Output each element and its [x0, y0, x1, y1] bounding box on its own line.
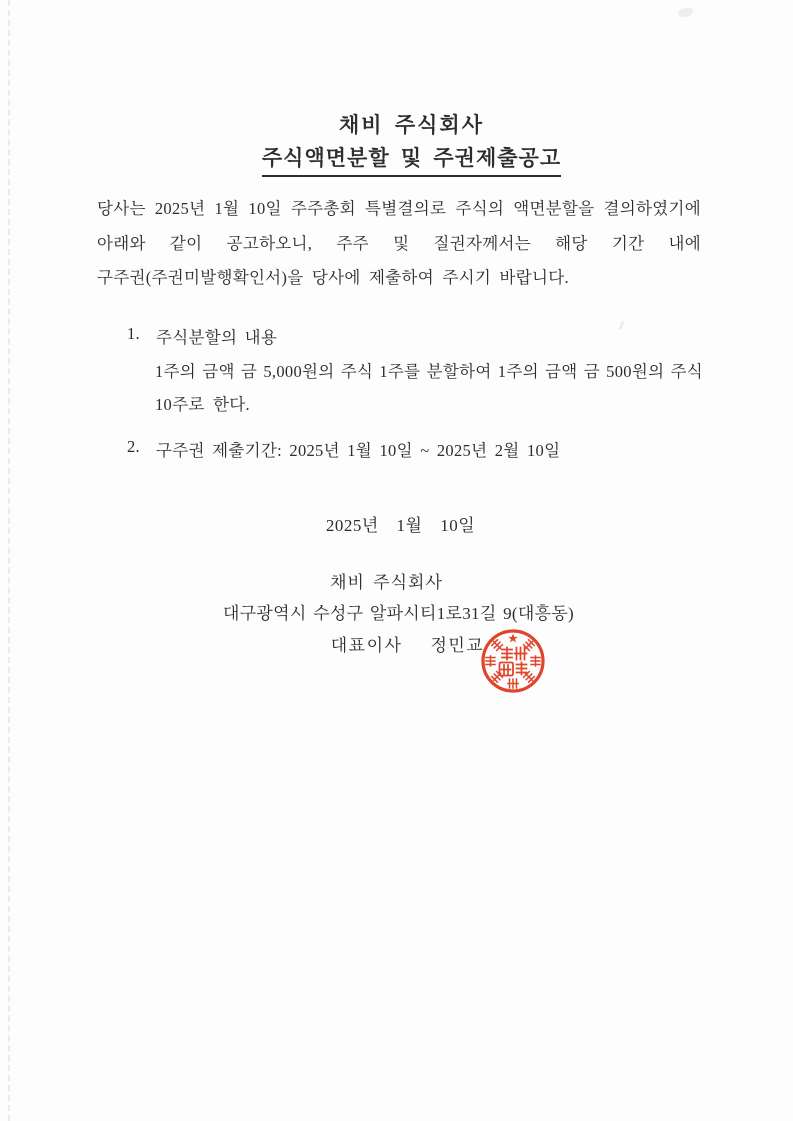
- item-title: 주식분할의 내용: [155, 328, 278, 347]
- ceo-name: 정민교: [430, 636, 485, 655]
- ceo-line: [11, 631, 793, 656]
- notice-title: 주식액면분할 및 주권제출공고: [262, 142, 561, 177]
- scan-smudge-artifact: [677, 7, 694, 19]
- item-body-line-1: 1주의 금액 금 5,000원의 주식 1주를 분할하여 1주의 금액 금 500원의 주식: [155, 362, 703, 381]
- ceo-label: 대표이사: [330, 636, 403, 655]
- list-item-1-body: [155, 355, 703, 421]
- scan-edge-artifact: [8, 0, 10, 1121]
- notice-title-row: [15, 142, 793, 177]
- date-line: 2025년 1월 10일: [325, 516, 476, 535]
- item-body-line-2: 10주로 한다.: [155, 395, 250, 414]
- company-title: 채비 주식회사: [339, 113, 484, 137]
- intro-line-1: 당사는 2025년 1월 10일 주주총회 특별결의로 주식의 액면분할을 결의하였기에: [97, 199, 701, 218]
- list-item-1-head: [127, 324, 703, 348]
- footer-company-name: 채비 주식회사: [330, 573, 443, 592]
- intro-paragraph: [97, 192, 701, 296]
- seal-star-icon: [508, 633, 518, 642]
- footer-address: 대구광역시 수성구 알파시티1로31길 9(대흥동): [222, 604, 575, 623]
- item-number: 1.: [127, 324, 140, 343]
- list-item-2: [127, 437, 703, 461]
- intro-line-3: 구주권(주권미발행확인서)을 당사에 제출하여 주시기 바랍니다.: [97, 268, 569, 287]
- item-title: 구주권 제출기간: 2025년 1월 10일 ~ 2025년 2월 10일: [155, 441, 561, 460]
- corporate-seal-stamp: [480, 628, 546, 694]
- list-item-2-head: [127, 437, 703, 461]
- intro-line-2: 아래와 같이 공고하오니, 주주 및 질권자께서는 해당 기간 내에: [97, 233, 701, 253]
- list-item-1: [127, 324, 703, 421]
- item-number: 2.: [127, 437, 140, 456]
